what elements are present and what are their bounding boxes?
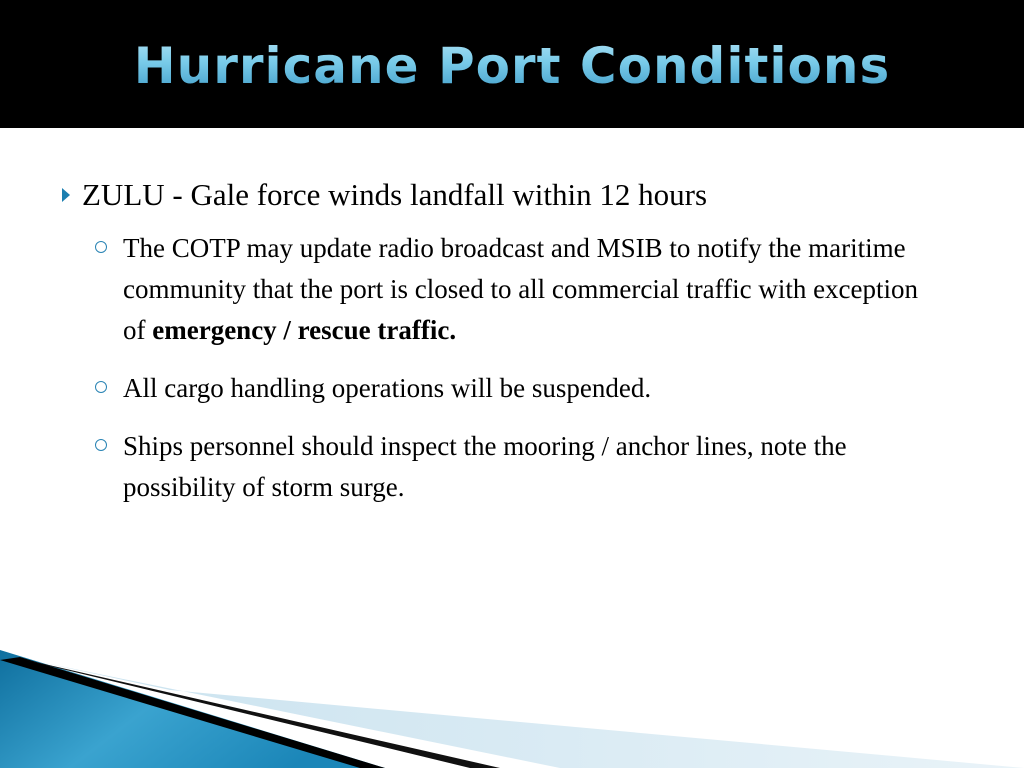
sub-bullet-text: The COTP may update radio broadcast and MSIB to notify the maritime community that the port is closed to all commercial traffic with exception of — [123, 233, 919, 345]
slide-content — [60, 172, 960, 508]
circle-outline-icon — [95, 439, 107, 451]
sub-bullet-bold-text: emergency / rescue traffic. — [152, 315, 457, 345]
footer-black-stripe — [0, 657, 385, 768]
title-bar — [0, 0, 1024, 128]
sub-bullet-2 — [123, 368, 933, 409]
bullet-text: ZULU - Gale force winds landfall within 12 hours — [82, 177, 708, 212]
sub-bullet-3 — [123, 426, 933, 508]
footer-black-stripe-2 — [25, 660, 500, 768]
sub-bullet-1 — [123, 228, 933, 351]
sub-bullet-text: All cargo handling operations will be suspended. — [123, 373, 652, 403]
circle-outline-icon — [95, 241, 107, 253]
triangle-right-icon — [62, 188, 70, 202]
bullet-level-1 — [60, 172, 960, 218]
slide-title: Hurricane Port Conditions — [0, 28, 1024, 104]
footer-blue-band — [0, 650, 385, 768]
footer-light-band — [40, 662, 1024, 768]
sub-bullet-text: Ships personnel should inspect the mooring / anchor lines, note the possibility of storm surge. — [123, 431, 847, 502]
circle-outline-icon — [95, 381, 107, 393]
